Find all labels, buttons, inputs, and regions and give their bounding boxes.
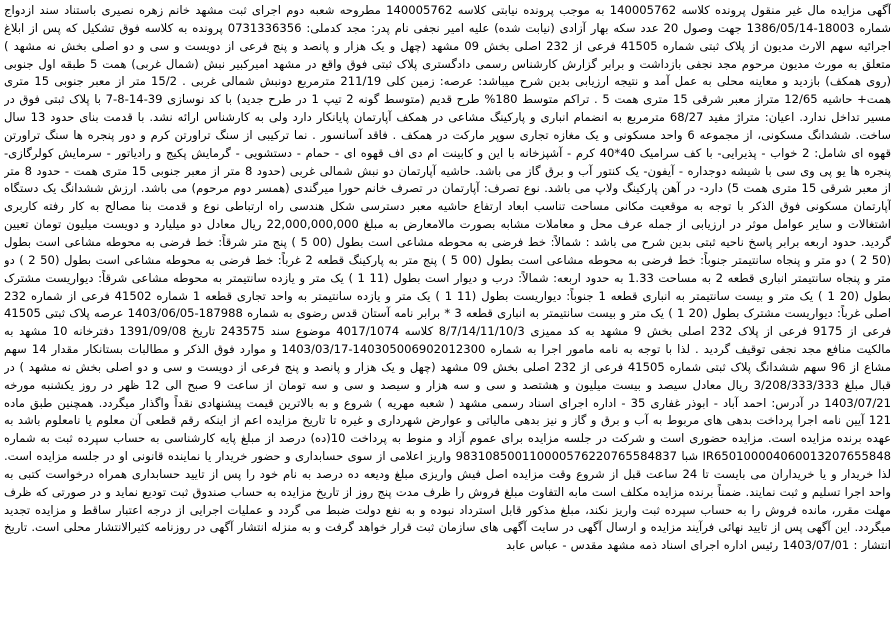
auction-notice-text: آگهی مزایده مال غیر منقول پرونده کلاسه 140005762 به موجب پرونده نیابتی کلاسه 140005762 مطروحه شعبه دوم اجرای ثبت مشهد خانم زهره نصیری باستناد سند ازدواج شماره 18003-1386/05/14 جهت وصول 20 عدد سکه بهار آزادی (نیابت شده) علیه امیر نجفی نام پدر: مجد کدملی: 0731336356 پرونده به کلاسه فوق تشکیل که پس از ابلاغ اجرائیه سهم الارث مدیون از پلاک ثبتی شماره 41505 فرعی از 232 اصلی بخش 09 مشهد (چهل و یک هزار و پانصد و پنج فرعی از دویست و سی و دو اصلی بخش نه مشهد ) متعلق به مورث مدیون مرحوم مجد نجفی بازداشت و برابر گزارش کارشناس رسمی دادگستری پلاک ثبتی فوق واقع در مشهد امیرکبیر نبش (شمال غربی) همت 5 طبقه اول جنوبی (روی همکف) بازدید و معاینه محلی به عمل آمد و نتیجه ارزیابی بدین شرح میباشد: عرصه: زمین کلی 211/19 مترمربع دونبش شمالی غربی . 15/2 متر از معبر جنوبی 15 متری همت+ حاشیه 12/65 متراز معبر شرقی 15 متری همت 5 . تراکم متوسط 180% طرح قدیم (متوسط گونه 2 تیپ 1 در طرح جدید) با کد نوسازی 39-14-8-7 با پلاک ثبتی فوق در مسیر تداخل ندارد. اعیان: متراژ مفید 68/27 مترمربع به انضمام انباری و پارکینگ مشاعی در همکف آپارتمان پایانکار دارد ولی به کارشناس ارائه نشد. با قدمت بنای حدود 13 سال ساخت. ششدانگ مسکونی، از مجموعه 6 واحد مسکونی و یک مغازه تجاری سوپر مارکت در همکف . فاقد آسانسور . نما ترکیبی از سنگ تراورتن کرم و دور پنجره ها سنگ تراورتن قهوه ای شامل: 2 خواب - پذیرایی- با کف سرامیک 40*40 کرم - آشپزخانه با این و کابینت ام دی اف قهوه ای - حمام - دستشویی - گرمایش پکیج و رادیاتور - سرمایش کولرگازی- پنجره ها یو پی وی سی با شیشه دوجداره - آیفون- یک کنتور آب و برق گاز می باشد. حاشیه آپارتمان دو نبش شمالی غربی (حدود 8 متر از معبر جنوبی 15 متری همت - حدود 8 متر از معبر شرقی 15 متری همت 5) دارد- در آهن پارکینگ ولاپ می باشد. نوع تصرف: آپارتمان در تصرف خانم حورا میرگندی (همسر دوم مرحوم) می باشد. ارزش ششدانگ یک دستگاه آپارتمان مسکونی فوق الذکر با توجه به موقعیت مکانی مساحت تناسب ابعاد ارتفاع حاشیه معبر دسترسی شکل هندسی راه ارتباطی نوع و قدمت بنا مصالح به کار رفته کاربری اشتغالات و سایر عوامل موثر در ارزیابی از جمله عرف محل و معاملات مشابه بصورت مالامعارض به مبلغ 22,000,000,000 ریال معادل دو میلیارد و دویست میلیون تومان تعیین گردید. حدود اربعه برابر پاسخ ناحیه ثبتی بدین شرح می باشد : شمالاً: خط فرضی به محوطه مشاعی است بطول (00 5 ) پنج متر شرقاً: خط فرضی به محوطه مشاعی است بطول (50 2 ) دو متر و پنجاه سانتیمتر جنوباً: خط فرضی به محوطه مشاعی است بطول (00 5 ) پنج متر به پارکینگ قطعه 2 غرباً: خط فرضی به محوطه مشاعی است بطول (50 2 ) دو متر و پنجاه سانتیمتر انباری قطعه 2 به مساحت 1.33 به حدود اربعه: شمالاً: درب و دیوار است بطول (11 1 ) یک متر و یازده سانتیمتر به محوطه مشاعی شرقاً: دیواریست مشترک بطول (20 1 ) یک متر و بیست سانتیمتر به انباری قطعه 1 جنوباً: دیواریست بطول (11 1 ) یک متر و یازده سانتیمتر به واحد تجاری قطعه 1 شماره 41502 فرعی از شماره 232 اصلی غرباً: دیواریست مشترک بطول (20 1 ) یک متر و بیست سانتیمتر به انباری قطعه 3 * برابر نامه آستان قدس رضوی به شماره 187988-1403/06/05 عرصه پلاک ثبتی 41505 فرعی از 9175 فرعی از پلاک 232 اصلی بخش 9 مشهد به کد ممیزی 8/7/14/11/10/3 کلاسه 4017/1074 موضوع سند 243575 تاریخ 1391/09/08 دفترخانه 10 مشهد به مالکیت منافع مجد نجفی توقیف گردید . لذا با توجه به نامه مامور اجرا به شماره 140305006902012300-1403/03/17 و موارد فوق الذکر و مطالبات بستانکار مقدار 14 سهم مشاع از 96 سهم ششدانگ پلاک ثبتی شماره 41505 فرعی از 232 اصلی بخش 09 مشهد (چهل و یک هزار و پانصد و پنج فرعی از دویست و سی و دو اصلی بخش نه مشهد ) در قبال مبلغ 3/208/333/333 ریال معادل سیصد و بیست میلیون و هشتصد و سی و سه هزار و سیصد و سی و سه تومان از ساعت 9 صبح الی 12 ظهر در روز یکشنبه مورخه 1403/07/21 در آدرس: احمد آباد - ابوذر غفاری 35 - اداره اجرای اسناد رسمی مشهد ( شعبه مهریه ) شروع و به بالاترین قیمت پیشنهادی نقداً واگذار میگردد. همچنین طبق ماده 121 آیین نامه اجرا پرداخت بدهی های مربوط به آب و برق و گاز و نیز بدهی مالیاتی و عوارض شهرداری و غیره تا تاریخ مزایده اعم از اینکه رقم قطعی آن معلوم یا نامعلوم باشد به عهده برنده مزایده است. مزایده حضوری است و شرکت در جلسه مزایده برای عموم آزاد و منوط به پرداخت 10(ده) درصد از مبلغ پایه کارشناسی به حساب سپرده ثبت به شماره IR650100004060013207655848 شبا 983108500110000576220765584837 واریز اعلامی از سوی حسابداری و حضور خریدار یا نماینده قانونی او در جلسه مزایده است. لذا خریدار و یا خریداران می بایست تا 24 ساعت قبل از شروع وقت مزایده اصل فیش واریزی مبلغ ودیعه ده درصد به نام خود را پس از تایید حسابداری همراه درخواست کتبی به واحد اجرا تسلیم و ثبت نمایند. ضمناً برنده مزایده مکلف است مابه التفاوت مبلغ فروش را ظرف مدت پنج روز از تاریخ مزایده به حساب صندوق ثبت تودیع نماید و در صورتی که ظرف مهلت مقرر، مانده فروش را به حساب سپرده ثبت واریز نکند، مبلغ مذکور قابل استرداد نبوده و به نفع دولت ضبط می گردد و عملیات اجرایی از درجه اعتبار ساقط و مزایده تجدید میگردد. این آگهی پس از تایید نهائی فرآیند مزایده و ارسال آگهی در سایت آگهی های سازمان ثبت قرار خواهد گرفت و به منزله انتشار آگهی در روزنامه کثیرالانتشار محلی است. تاریخ انتشار : 1403/07/01 رئیس اداره اجرای اسناد ذمه مشهد مقدس - عباس عابد — [4, 3, 891, 553]
